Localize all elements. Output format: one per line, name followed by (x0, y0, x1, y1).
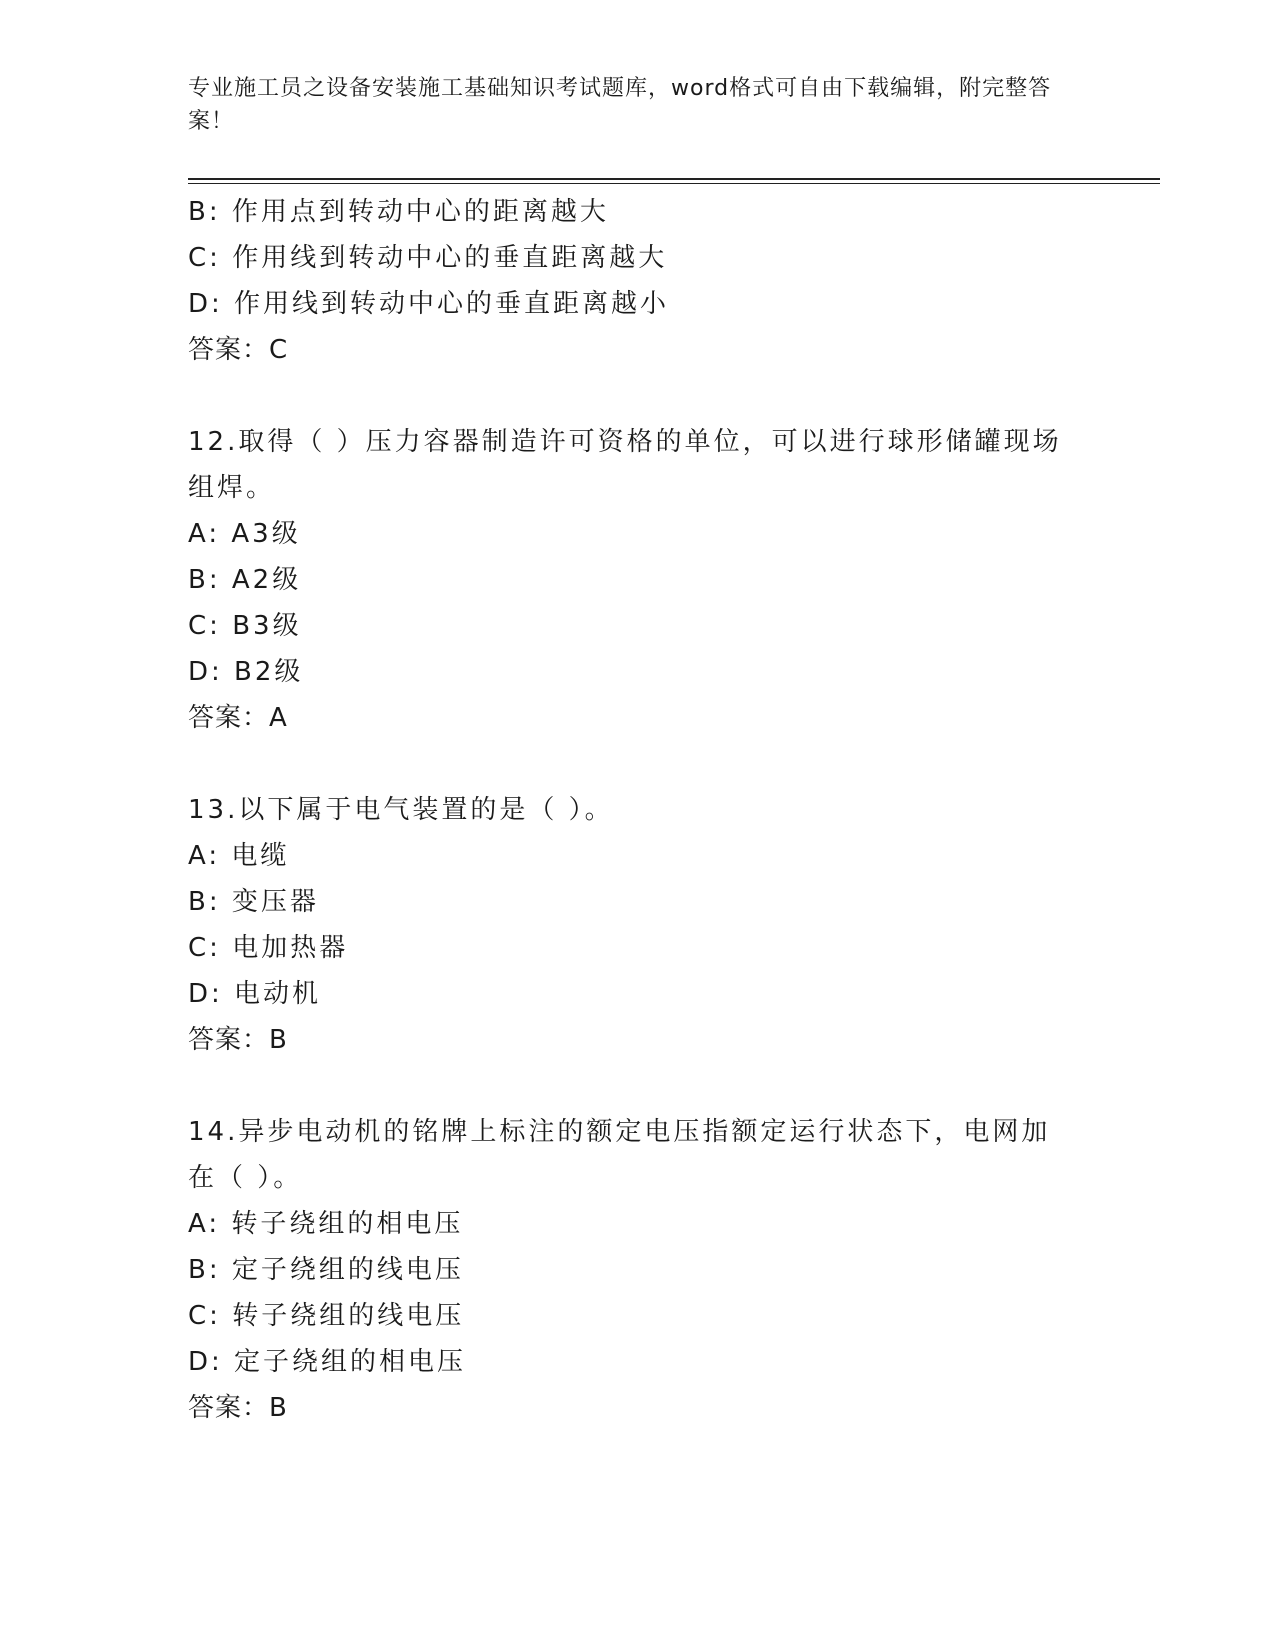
question-stem: 14.异步电动机的铭牌上标注的额定电压指额定运行状态下，电网加在（ ）。 (188, 1117, 1051, 1193)
option-b (188, 189, 1088, 235)
option-text: A2级 (231, 565, 302, 595)
answer-label: 答案： (188, 1025, 270, 1055)
answer-line (188, 1017, 1088, 1063)
answer-value: B (269, 1025, 288, 1055)
answer-label: 答案： (188, 703, 270, 733)
question-stem: 12.取得（ ）压力容器制造许可资格的单位，可以进行球形储罐现场组焊。 (188, 427, 1062, 503)
option-a (188, 511, 1088, 557)
option-key: C: (188, 1301, 221, 1331)
option-text: 转子绕组的相电压 (231, 1209, 464, 1239)
header-rule-thick (188, 178, 1160, 180)
option-key: D: (188, 289, 223, 319)
option-text: 作用线到转动中心的垂直距离越小 (234, 289, 670, 319)
option-key: A: (188, 1209, 221, 1239)
option-text: 作用点到转动中心的距离越大 (231, 197, 609, 227)
answer-line (188, 327, 1088, 373)
option-key: D: (188, 979, 223, 1009)
option-text: B3级 (232, 611, 302, 641)
option-b (188, 1247, 1088, 1293)
option-a (188, 833, 1088, 879)
option-text: 电动机 (234, 979, 322, 1009)
question-13 (188, 787, 1088, 1063)
question-12 (188, 419, 1088, 741)
option-text: 定子绕组的相电压 (234, 1347, 467, 1377)
answer-line (188, 1385, 1088, 1431)
answer-value: C (269, 335, 289, 365)
option-text: 电缆 (231, 841, 290, 871)
option-key: C: (188, 933, 221, 963)
option-d (188, 1339, 1088, 1385)
question-11-continued (188, 189, 1088, 373)
question-stem: 13.以下属于电气装置的是（ ）。 (188, 795, 614, 825)
option-text: B2级 (234, 657, 304, 687)
header-rule-thin (188, 183, 1160, 184)
option-key: B: (188, 887, 221, 917)
option-d (188, 971, 1088, 1017)
option-b (188, 557, 1088, 603)
option-key: B: (188, 565, 221, 595)
option-key: D: (188, 657, 223, 687)
option-text: 变压器 (231, 887, 319, 917)
option-key: C: (188, 611, 221, 641)
option-key: D: (188, 1347, 223, 1377)
option-key: B: (188, 197, 221, 227)
option-c (188, 603, 1088, 649)
option-d (188, 281, 1088, 327)
option-key: A: (188, 841, 221, 871)
option-text: 转子绕组的线电压 (232, 1301, 465, 1331)
option-b (188, 879, 1088, 925)
answer-line (188, 695, 1088, 741)
option-key: C: (188, 243, 221, 273)
option-c (188, 235, 1088, 281)
option-text: 电加热器 (232, 933, 349, 963)
option-d (188, 649, 1088, 695)
question-list (188, 189, 1088, 1431)
document-header: 专业施工员之设备安装施工基础知识考试题库，word格式可自由下载编辑，附完整答案！ (188, 76, 1052, 134)
answer-label: 答案： (188, 335, 270, 365)
answer-value: B (269, 1393, 288, 1423)
answer-value: A (269, 703, 288, 733)
answer-label: 答案： (188, 1393, 270, 1423)
option-text: 作用线到转动中心的垂直距离越大 (232, 243, 668, 273)
option-text: A3级 (231, 519, 301, 549)
question-14 (188, 1109, 1088, 1431)
option-key: A: (188, 519, 221, 549)
option-c (188, 925, 1088, 971)
option-key: B: (188, 1255, 221, 1285)
option-text: 定子绕组的线电压 (231, 1255, 464, 1285)
option-c (188, 1293, 1088, 1339)
option-a (188, 1201, 1088, 1247)
